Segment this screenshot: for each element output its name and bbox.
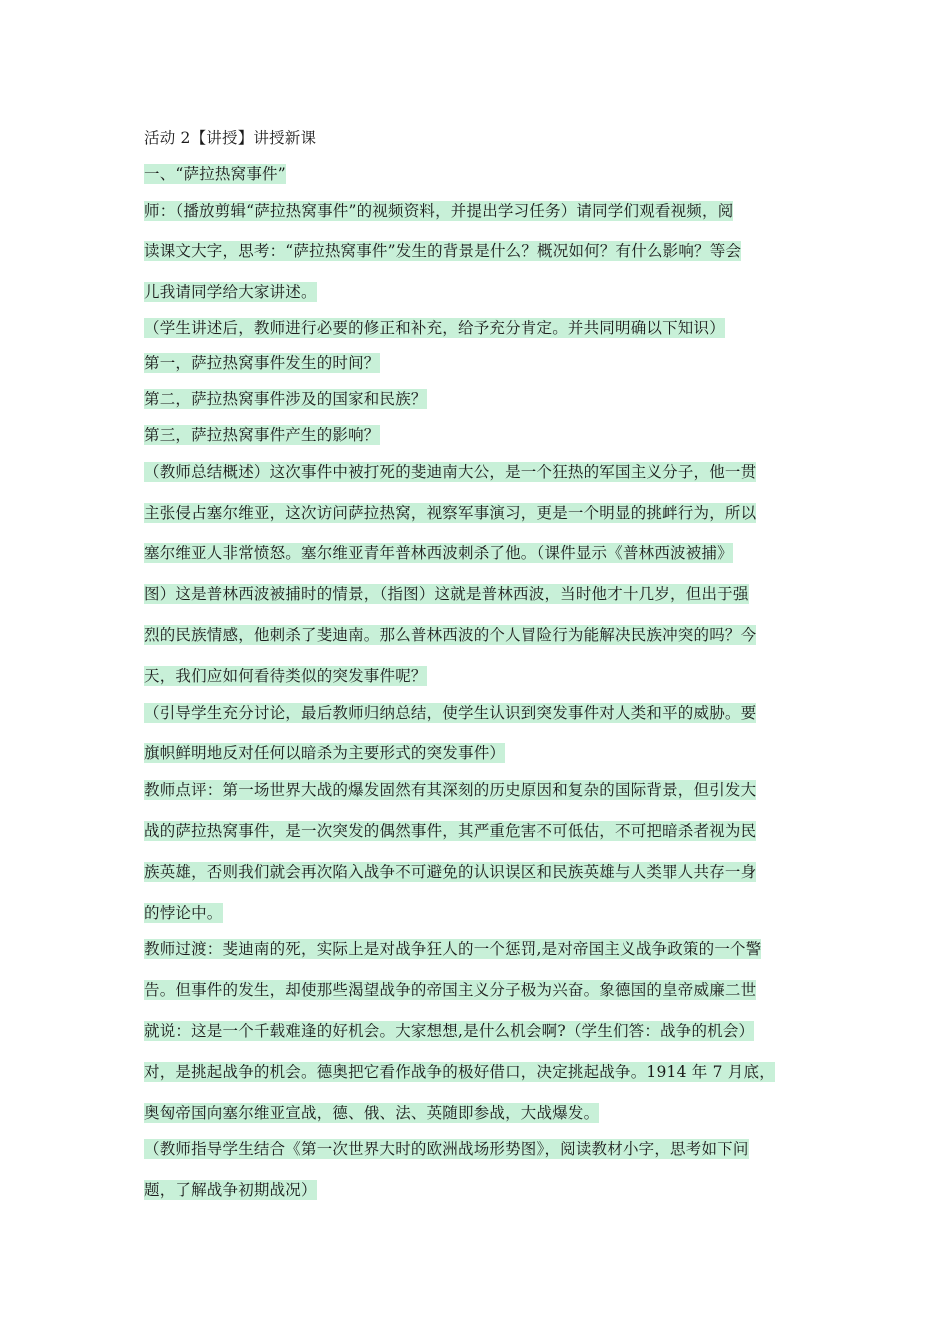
text-line: 题，了解战争初期战况） (144, 1181, 317, 1199)
text-line: 对，是挑起战争的机会。德奥把它看作战争的极好借口，决定挑起战争。1914 年 7 月底， (144, 1063, 775, 1081)
text-line: 师：（播放剪辑“萨拉热窝事件”的视频资料，并提出学习任务）请同学们观看视频，阅 (144, 202, 734, 220)
text-line: 第一，萨拉热窝事件发生的时间？ (144, 354, 380, 372)
text-line: 就说：这是一个千载难逢的好机会。大家想想,是什么机会啊?（学生们答：战争的机会） (144, 1022, 755, 1040)
text-line: 第三，萨拉热窝事件产生的影响？ (144, 426, 380, 444)
text-line: 图）这是普林西波被捕时的情景，（指图）这就是普林西波，当时他才十几岁，但出于强 (144, 585, 749, 603)
text-line: （教师指导学生结合《第一次世界大时的欧洲战场形势图》，阅读教材小字，思考如下问 (144, 1140, 749, 1158)
text-line: 烈的民族情感，他刺杀了斐迪南。那么普林西波的个人冒险行为能解决民族冲突的吗？今 (144, 626, 757, 644)
text-line: （学生讲述后，教师进行必要的修正和补充，给予充分肯定。并共同明确以下知识） (144, 319, 725, 337)
text-line: 儿我请同学给大家讲述。 (144, 283, 317, 301)
text-line: 第二，萨拉热窝事件涉及的国家和民族？ (144, 390, 427, 408)
text-line: 奥匈帝国向塞尔维亚宣战，德、俄、法、英随即参战，大战爆发。 (144, 1104, 600, 1122)
text-line: 族英雄，否则我们就会再次陷入战争不可避免的认识误区和民族英雄与人类罪人共存一身 (144, 863, 757, 881)
text-line: 塞尔维亚人非常愤怒。塞尔维亚青年普林西波刺杀了他。（课件显示《普林西波被捕》 (144, 544, 733, 562)
text-line: 告。但事件的发生，却使那些渴望战争的帝国主义分子极为兴奋。象德国的皇帝威廉二世 (144, 981, 757, 999)
text-line: 的悖论中。 (144, 904, 223, 922)
text-line: 主张侵占塞尔维亚，这次访问萨拉热窝，视察军事演习，更是一个明显的挑衅行为，所以 (144, 504, 757, 522)
text-line: （引导学生充分讨论，最后教师归纳总结，使学生认识到突发事件对人类和平的威胁。要 (144, 704, 757, 722)
text-line: （教师总结概述）这次事件中被打死的斐迪南大公，是一个狂热的军国主义分子，他一贯 (144, 463, 757, 481)
text-line: 天，我们应如何看待类似的突发事件呢？ (144, 667, 427, 685)
text-line: 教师点评：第一场世界大战的爆发固然有其深刻的历史原因和复杂的国际背景，但引发大 (144, 781, 757, 799)
text-line: 战的萨拉热窝事件，是一次突发的偶然事件，其严重危害不可低估，不可把暗杀者视为民 (144, 822, 757, 840)
text-line: 旗帜鲜明地反对任何以暗杀为主要形式的突发事件） (144, 744, 506, 762)
activity-heading: 活动 2【讲授】讲授新课 (144, 129, 317, 147)
section-title: 一、“萨拉热窝事件” (144, 165, 286, 183)
text-line: 读课文大字，思考：“萨拉热窝事件”发生的背景是什么？概况如何？有什么影响？等会 (144, 242, 742, 260)
text-line: 教师过渡：斐迪南的死，实际上是对战争狂人的一个惩罚,是对帝国主义战争政策的一个警 (144, 940, 762, 958)
